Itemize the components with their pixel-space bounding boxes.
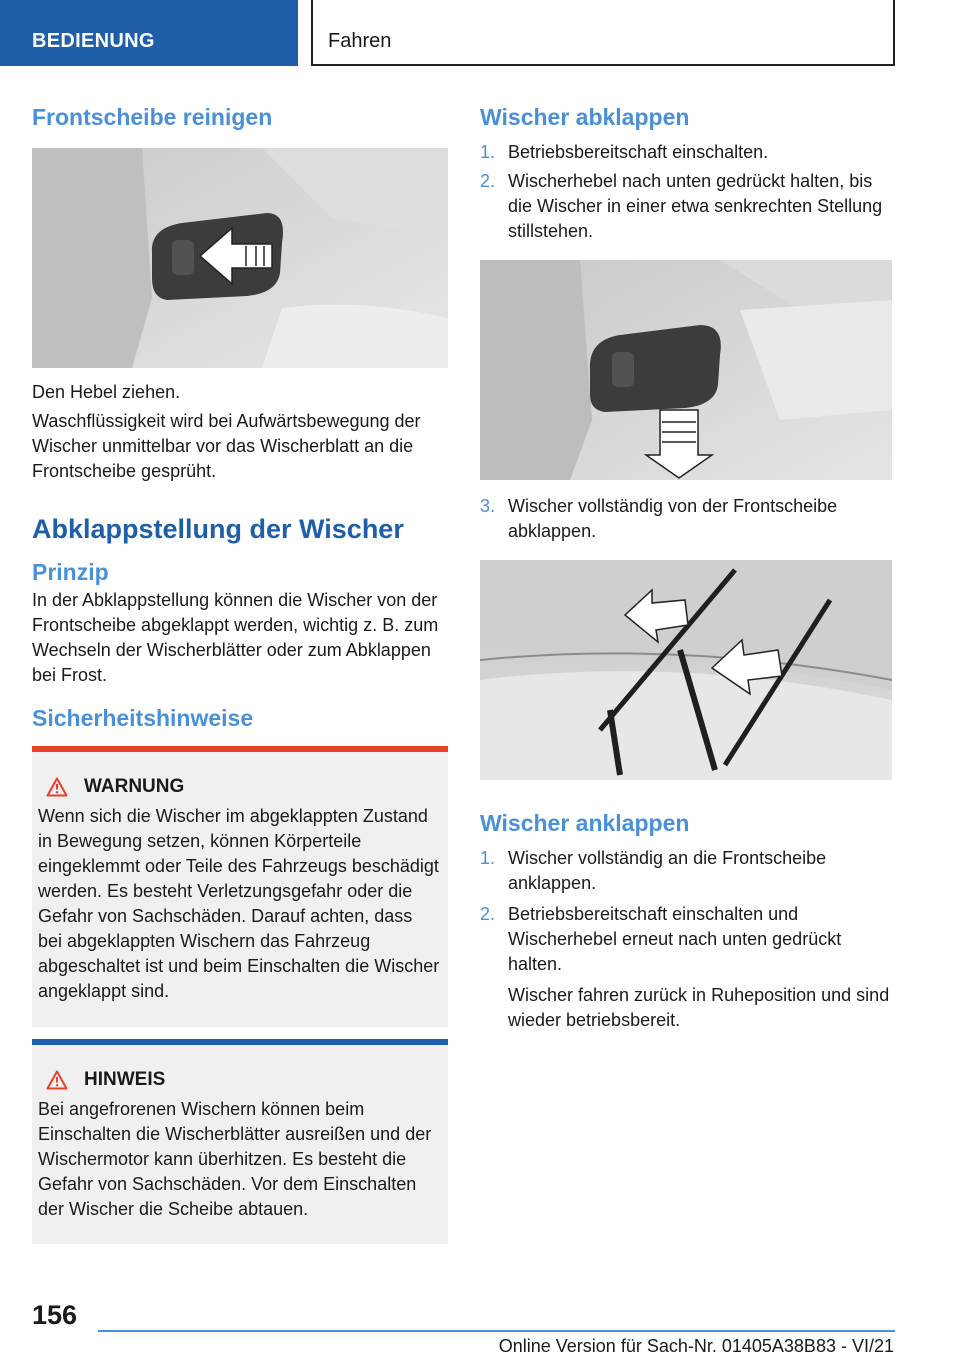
paragraph-principle: In der Abklappstellung können die Wischer von der Frontscheibe abgeklappt werden, wichtig z. B. zum Wechseln der Wischerblätter oder zum Abklappen bei Frost. — [32, 590, 439, 685]
list-item — [480, 846, 892, 896]
footer-divider — [98, 1330, 895, 1332]
fold-up-steps — [480, 846, 892, 977]
heading-fold-up: Wischer anklappen — [480, 810, 690, 836]
step-number: 1. — [480, 848, 496, 868]
warning-title: WARNUNG — [84, 776, 185, 797]
list-item — [480, 169, 892, 244]
lever-down-drawing — [480, 260, 892, 480]
warning-text: Wenn sich die Wischer im abgeklappten Zustand in Bewegung setzen, können Körperteile eingeklemmt oder Teile des Fahrzeugs beschädigt werden. Es besteht Verletzungsgefahr oder die Gefahr von Sachschäden. Darauf achten, dass bei abgeklappten Wischern das Fahrzeug abgeschaltet ist und beim Einschalten die Wischer angeklappt sind. — [38, 806, 440, 1001]
section-tab — [0, 0, 298, 66]
heading-principle: Prinzip — [32, 559, 109, 585]
hint-text: Bei angefrorenen Wischern können beim Einschalten die Wischerblätter ausreißen und der Wischermotor kann überhitzen. Es besteht die Gefahr von Sachschäden. Vor dem Einschalten der Wischer die Scheibe abtauen. — [38, 1099, 432, 1219]
hint-title: HINWEIS — [84, 1069, 166, 1090]
step-text: Betriebsbereitschaft einschalten. — [508, 142, 769, 162]
warning-box — [32, 746, 448, 1027]
footer-text: Online Version für Sach-Nr. 01405A38B83 - VI/21 — [498, 1336, 894, 1356]
list-item — [480, 140, 892, 165]
lever-pull-drawing — [32, 148, 448, 368]
step-text: Betriebsbereitschaft einschalten und Wischerhebel erneut nach unten gedrückt halten. — [508, 904, 842, 974]
paragraph-return: Wischer fahren zurück in Ruheposition und sind wieder betriebsbereit. — [508, 985, 890, 1030]
illustration-lever-pull — [32, 148, 448, 368]
step-number: 1. — [480, 142, 496, 162]
section-title: BEDIENUNG — [32, 30, 155, 52]
warning-triangle-icon — [46, 1070, 68, 1090]
chapter-tab — [311, 0, 895, 66]
heading-fold-position: Abklappstellung der Wischer — [32, 514, 404, 544]
fold-down-steps — [480, 140, 892, 244]
heading-clean-windscreen: Frontscheibe reinigen — [32, 104, 273, 130]
heading-safety: Sicherheitshinweise — [32, 705, 254, 731]
illustration-lever-down — [480, 260, 892, 480]
warning-triangle-icon — [46, 777, 68, 797]
illustration-wipers-folded — [480, 560, 892, 780]
step-number: 3. — [480, 496, 496, 516]
chapter-title: Fahren — [328, 30, 392, 52]
left-column — [32, 100, 448, 1244]
step-number: 2. — [480, 171, 496, 191]
step-text: Wischer vollständig an die Frontscheibe anklappen. — [508, 848, 827, 893]
wipers-folded-drawing — [480, 560, 892, 780]
step-text: Wischer vollständig von der Frontscheibe abklappen. — [508, 496, 838, 541]
paragraph-pull-lever: Den Hebel ziehen. — [32, 382, 181, 402]
step-text: Wischerhebel nach unten gedrückt halten, bis die Wischer in einer etwa senkrechten Stellung stillstehen. — [508, 171, 883, 241]
list-item — [480, 494, 892, 544]
hint-box — [32, 1039, 448, 1244]
heading-fold-down: Wischer abklappen — [480, 104, 690, 130]
paragraph-washer: Waschflüssigkeit wird bei Aufwärtsbewegung der Wischer unmittelbar vor das Wischerblatt an die Frontscheibe gesprüht. — [32, 411, 421, 481]
list-item — [480, 902, 892, 977]
page-number: 156 — [32, 1300, 78, 1330]
warning-header — [38, 774, 440, 800]
hint-header — [38, 1067, 440, 1093]
step-number: 2. — [480, 904, 496, 924]
fold-down-step-3 — [480, 494, 892, 544]
right-column — [480, 100, 892, 1033]
